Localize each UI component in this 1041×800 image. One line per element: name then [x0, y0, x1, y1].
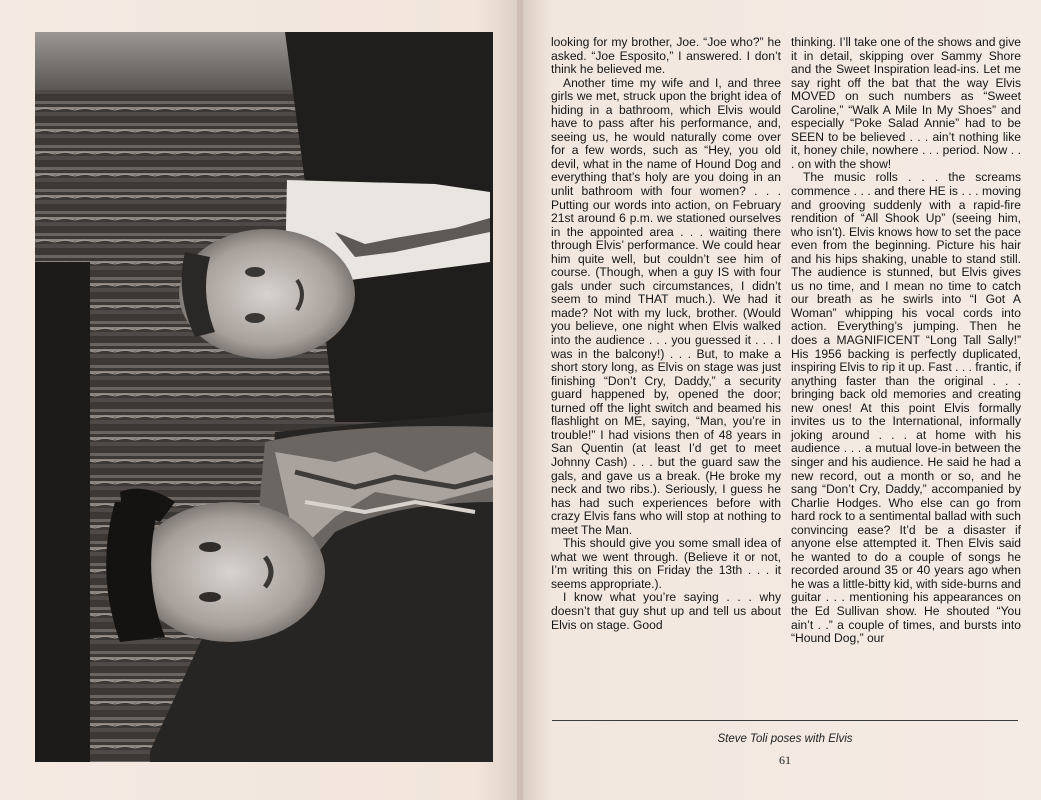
paragraph: This should give you some small idea of what we went through. (Believe it or not, I’m writing this on Friday the 13th . . . it seems appropriate.).	[551, 536, 781, 591]
paragraph: I know what you’re saying . . . why doesn’t that guy shut up and tell us about Elvis on stage. Good	[551, 590, 781, 632]
caption-divider	[552, 720, 1018, 721]
paragraph: looking for my brother, Joe. “Joe who?” he asked. “Joe Esposito,” I answered. I don’t think he believed me.	[551, 35, 781, 77]
article-column-2	[791, 36, 1021, 646]
paragraph: Another time my wife and I, and three girls we met, struck upon the bright idea of hiding in a bathroom, which Elvis would have to pass after his performance, and, seeing us, he would naturally come over for a few words, such as “Hey, you old devil, what in the name of Hound Dog and everything that’s holy are you doing in an unlit bathroom with four women? . . . Putting our words into action, on February 21st around 6 p.m. we stationed ourselves in the appointed area . . . waiting there through Elvis’ performance. We could hear him quite well, but couldn’t see him of course. (Though, when a guy IS with four gals under such circumstances, I didn’t seem to mind THAT much.). We had it made? Not with my luck, brother. (Would you believe, one night when Elvis walked into the audience . . . you guessed it . . . I was in the balcony!) . . . But, to make a short story long, as Elvis on stage was just finishing “Don’t Cry, Daddy,” a security guard happened by, opened the door; turned off the light switch and beamed his flashlight on ME, saying, “Man, you’re in trouble!” I had visions then of 48 years in San Quentin (at least I’d get to meet Johnny Cash) . . . but the guard saw the gals, and gave us a break. (He broke my neck and two ribs.). Seriously, I guess he has had such experiences before with crazy Elvis fans who will stop at nothing to meet The Man.	[551, 75, 781, 537]
paragraph: The music rolls . . . the screams commence . . . and there HE is . . . moving and grooving suddenly with a rapid-fire rendition of “All Shook Up” (seeing him, who isn’t). Elvis knows how to set the pace even from the beginning. Picture his hair and his hips shaking, unable to stand still. The audience is stunned, but Elvis gives us no time, and I mean no time to catch our breath as he swirls into “I Got A Woman” whipping his vocal cords into action. Everything’s jumping. Then he does a MAGNIFICENT “Long Tall Sally!” His 1956 backing is perfectly duplicated, inspiring Elvis to rip it up. Fast . . . frantic, if anything faster than the original . . . bringing back old memories and creating new ones! At this point Elvis formally invites us to the International, informally joking around . . . at home with his audience . . . a mutual love-in between the singer and his audience. He said he had a new record, out a month or so, and he sang “Don’t Cry, Daddy,” accompanied by Charlie Hodges. Who else can go from hard rock to a sentimental ballad with such convincing ease? It’d be a disaster if anyone else attempted it. Then Elvis said he wanted to do a couple of songs he recorded around 35 or 40 years ago when he was a little-bitty kid, with side-burns and guitar . . . mentioning his appearances on the Ed Sullivan show. He shouted “You ain’t . .” a couple of times, and bursts into “Hound Dog,” our	[791, 170, 1021, 646]
article-column-1	[551, 36, 781, 632]
book-gutter	[517, 0, 523, 800]
elvis-face	[135, 502, 325, 642]
photo-caption: Steve Toli poses with Elvis	[717, 733, 853, 745]
elvis-photo	[35, 32, 493, 762]
page-number: 61	[779, 753, 791, 767]
paragraph: thinking. I’ll take one of the shows and give it in detail, skipping over Sammy Shore and the Sweet Inspiration lead-ins. Let me say right off the bat that the way Elvis MOVED on such numbers as “Sweet Caroline,” “Walk A Mile In My Shoes” and especially “Poke Salad Annie” had to be SEEN to be believed . . . ain’t nothing like it, honey chile, nowhere . . . period. Now . . . on with the show!	[791, 35, 1021, 171]
